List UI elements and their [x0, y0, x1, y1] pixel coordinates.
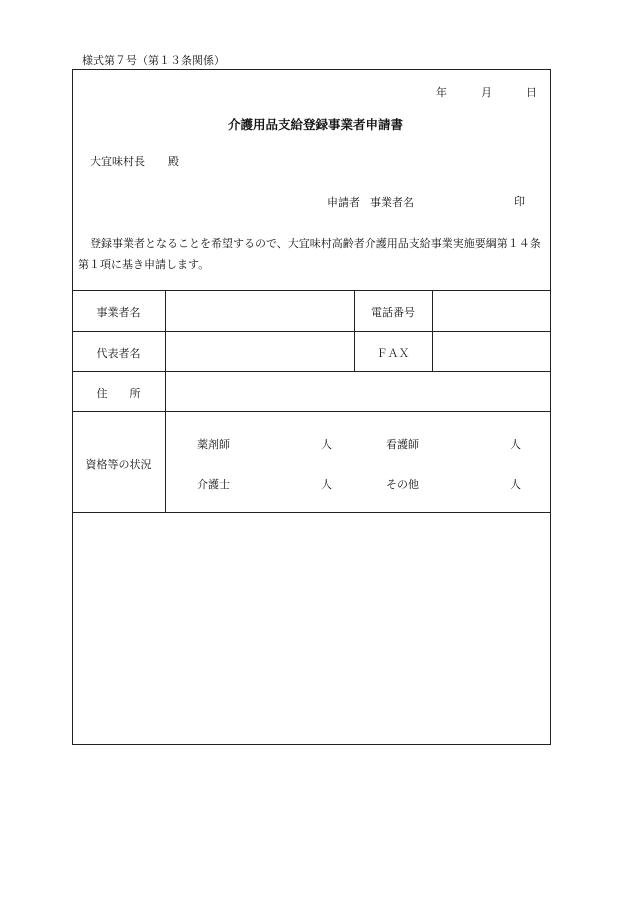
form-number: 様式第７号（第１３条関係）: [82, 54, 225, 67]
body-line-2: 第１項に基き申請します。: [78, 258, 210, 271]
phone-field[interactable]: [433, 291, 550, 331]
representative-label: 代表者名: [96, 347, 141, 360]
addressee-name: 大宜味村長: [90, 155, 145, 168]
other-label: その他: [386, 478, 419, 491]
business-name-label: 事業者名: [96, 306, 141, 319]
applicant-label: 申請者: [327, 196, 360, 209]
applicant-field-label: 事業者名: [370, 196, 414, 209]
addressee-honorific: 殿: [168, 155, 179, 168]
seal-mark: 印: [514, 195, 525, 208]
fax-label: ＦＡＸ: [376, 347, 410, 360]
pharmacist-unit: 人: [321, 438, 332, 451]
address-field[interactable]: [166, 372, 550, 411]
fax-field[interactable]: [433, 332, 550, 371]
page-title: 介護用品支給登録事業者申請書: [228, 117, 404, 132]
body-line-1: 登録事業者となることを希望するので、大宜味村高齢者介護用品支給事業実施要綱第１４条: [90, 237, 541, 250]
representative-field[interactable]: [166, 332, 354, 371]
other-unit: 人: [510, 478, 521, 491]
date-day: 日: [526, 86, 537, 99]
nurse-unit: 人: [510, 438, 521, 451]
date-year: 年: [436, 86, 447, 99]
business-name-field[interactable]: [166, 291, 354, 331]
care-worker-label: 介護士: [197, 478, 230, 491]
row-line-3: [72, 411, 551, 412]
qualification-label: 資格等の状況: [85, 458, 152, 471]
nurse-label: 看護師: [386, 438, 419, 451]
care-worker-unit: 人: [321, 478, 332, 491]
address-label: 住 所: [96, 387, 141, 400]
date-month: 月: [481, 86, 492, 99]
pharmacist-label: 薬剤師: [197, 438, 230, 451]
remarks-area[interactable]: [73, 513, 550, 744]
phone-label: 電話番号: [371, 306, 415, 319]
